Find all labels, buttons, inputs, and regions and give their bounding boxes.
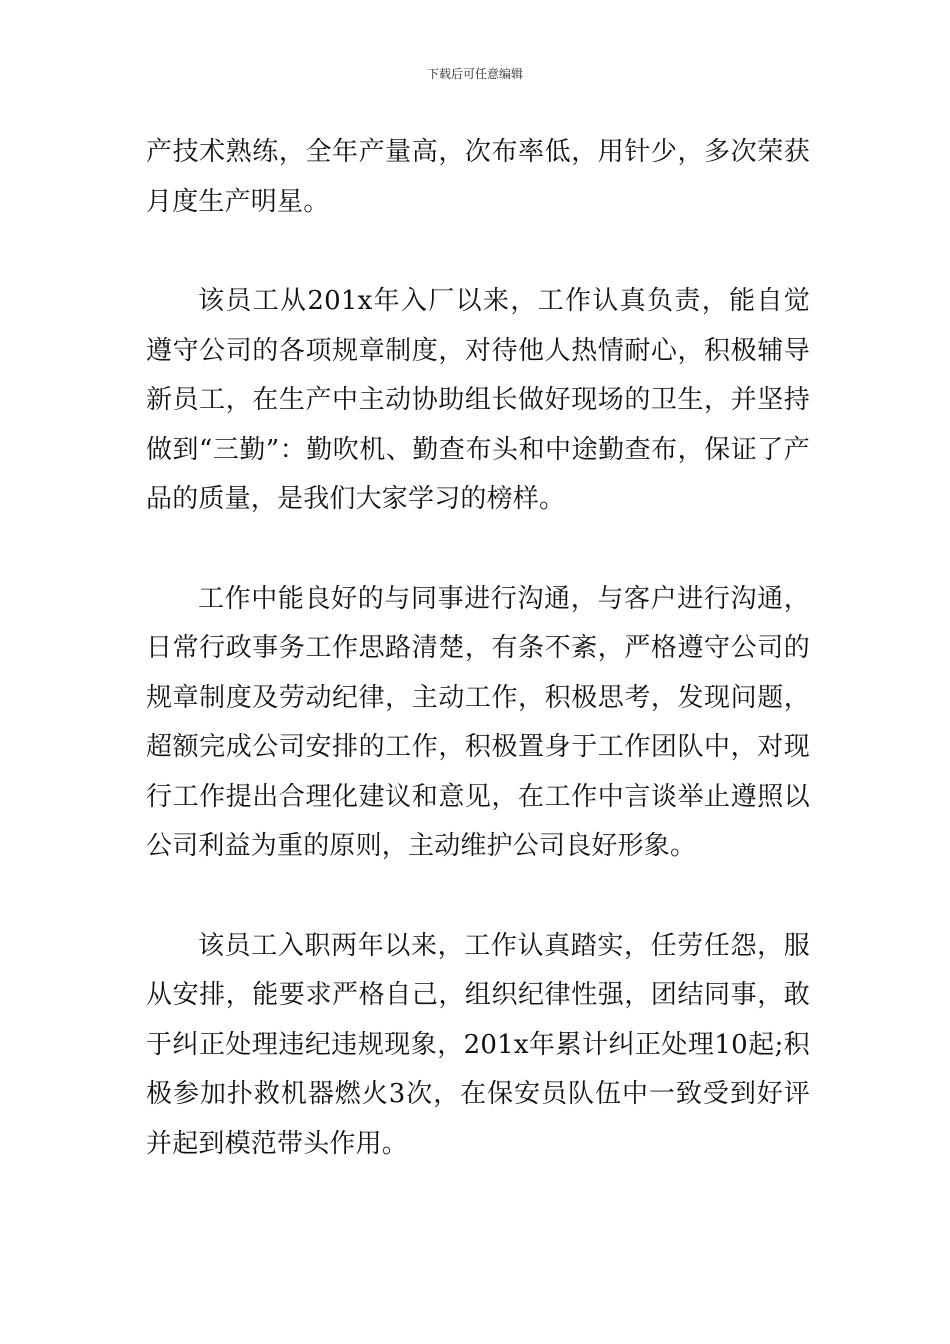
paragraph-communication: 工作中能良好的与同事进行沟通，与客户进行沟通，日常行政事务工作思路清楚，有条不紊，严格遵守公司的规章制度及劳动纪律，主动工作，积极思考，发现问题，超额完成公司安排的工作，积极置身于工作团队中，对现行工作提出合理化建议和意见，在工作中言谈举止遵照以公司利益为重的原则，主动维护公司良好形象。 (146, 583, 810, 861)
page-header: 下载后可任意编辑 (426, 67, 523, 81)
document-body (146, 128, 810, 1169)
paragraph-employee-since-201x: 该员工从201x年入厂以来，工作认真负责，能自觉遵守公司的各项规章制度，对待他人热情耐心，积极辅导新员工，在生产中主动协助组长做好现场的卫生，并坚持做到“三勤”：勤吹机、勤查布头和中途勤查布，保证了产品的质量，是我们大家学习的榜样。 (146, 286, 810, 514)
paragraph-continuation: 产技术熟练，全年产量高，次布率低，用针少，多次荣获月度生产明星。 (146, 137, 810, 217)
paragraph-two-years: 该员工入职两年以来，工作认真踏实，任劳任怨，服从安排，能要求严格自己，组织纪律性强，团结同事，敢于纠正处理违纪违规现象，201x年累计纠正处理10起;积极参加扑救机器燃火3次，在保安员队伍中一致受到好评并起到模范带头作用。 (146, 930, 810, 1159)
